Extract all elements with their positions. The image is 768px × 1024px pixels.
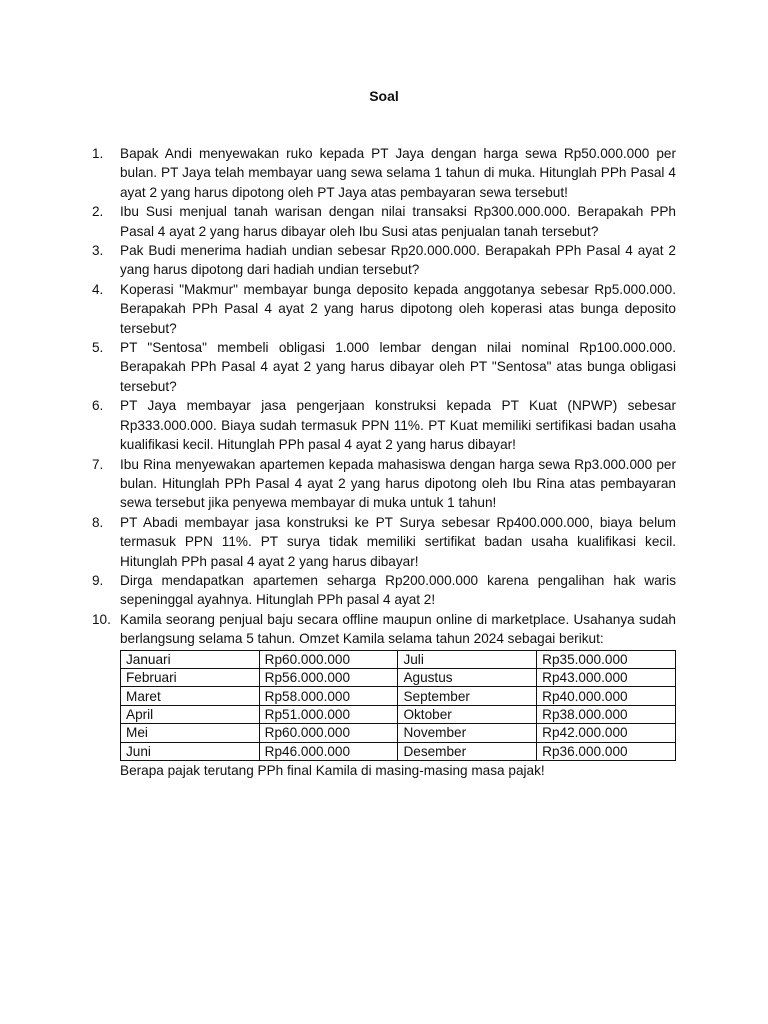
- question-number: 6.: [92, 398, 104, 414]
- month-cell: Mei: [121, 724, 260, 742]
- question-item: [92, 396, 676, 454]
- question-number: 9.: [92, 572, 104, 588]
- amount-cell: Rp35.000.000: [537, 650, 676, 668]
- question-item: [92, 571, 676, 610]
- question-text: PT "Sentosa" membeli obligasi 1.000 lembar dengan nilai nominal Rp100.000.000. Berapakah PPh Pasal 4 ayat 2 yang harus dibayar oleh PT "Sentosa" atas bunga obligasi tersebut?: [120, 340, 676, 394]
- question-number: 4.: [92, 281, 104, 297]
- question-item: [92, 455, 676, 513]
- question-item: [92, 338, 676, 396]
- table-row: [121, 724, 676, 742]
- amount-cell: Rp51.000.000: [259, 705, 398, 723]
- question-text: Ibu Rina menyewakan apartemen kepada mahasiswa dengan harga sewa Rp3.000.000 per bulan. Hitunglah PPh Pasal 4 ayat 2 yang harus dipotong oleh Ibu Rina atas pembayaran sewa tersebut jika penyewa membayar di muka untuk 1 tahun!: [120, 456, 676, 511]
- amount-cell: Rp36.000.000: [537, 742, 676, 760]
- amount-cell: Rp60.000.000: [259, 650, 398, 668]
- question-item: [92, 241, 676, 280]
- month-cell: Desember: [398, 742, 537, 760]
- month-cell: Juni: [121, 742, 260, 760]
- amount-cell: Rp56.000.000: [259, 668, 398, 686]
- question-number: 5.: [92, 340, 104, 356]
- question-text: Bapak Andi menyewakan ruko kepada PT Jaya dengan harga sewa Rp50.000.000 per bulan. PT Jaya telah membayar uang sewa selama 1 tahun di muka. Hitunglah PPh Pasal 4 ayat 2 yang harus dipotong oleh PT Jaya atas pembayaran sewa tersebut!: [120, 146, 676, 200]
- month-cell: September: [398, 687, 537, 705]
- question-item: [92, 144, 676, 202]
- document-title: Soal: [369, 88, 399, 104]
- question-text: PT Jaya membayar jasa pengerjaan konstruksi kepada PT Kuat (NPWP) sebesar Rp333.000.000. Biaya sudah termasuk PPN 11%. PT Kuat memiliki sertifikasi badan usaha kualifikasi kecil. Hitunglah PPh pasal 4 ayat 2 yang harus dibayar!: [120, 398, 676, 453]
- question-text: Pak Budi menerima hadiah undian sebesar Rp20.000.000. Berapakah PPh Pasal 4 ayat 2 yang harus dipotong dari hadiah undian tersebut?: [120, 243, 676, 278]
- month-cell: Februari: [121, 668, 260, 686]
- question-number: 7.: [92, 456, 104, 472]
- question-text: Koperasi "Makmur" membayar bunga deposito kepada anggotanya sebesar Rp5.000.000. Berapakah PPh Pasal 4 ayat 2 yang harus dipotong oleh koperasi atas bunga deposito tersebut?: [120, 281, 676, 336]
- table-row: [121, 650, 676, 668]
- table-row: [121, 668, 676, 686]
- month-cell: Maret: [121, 687, 260, 705]
- amount-cell: Rp46.000.000: [259, 742, 398, 760]
- table-row: [121, 705, 676, 723]
- question-number: 2.: [92, 204, 104, 220]
- question-text: Ibu Susi menjual tanah warisan dengan nilai transaksi Rp300.000.000. Berapakah PPh Pasal 4 ayat 2 yang harus dibayar oleh Ibu Susi atas penjualan tanah tersebut?: [120, 204, 676, 239]
- question-number: 10.: [92, 611, 111, 627]
- question-number: 1.: [92, 146, 104, 161]
- month-cell: Juli: [398, 650, 537, 668]
- month-cell: April: [121, 705, 260, 723]
- month-cell: November: [398, 724, 537, 742]
- amount-cell: Rp38.000.000: [537, 705, 676, 723]
- question-item: [92, 610, 676, 780]
- amount-cell: Rp40.000.000: [537, 687, 676, 705]
- question-item: [92, 513, 676, 571]
- closing-question-text: Berapa pajak terutang PPh final Kamila di masing-masing masa pajak!: [120, 762, 545, 778]
- amount-cell: Rp43.000.000: [537, 668, 676, 686]
- question-text: Kamila seorang penjual baju secara offline maupun online di marketplace. Usahanya sudah berlangsung selama 5 tahun. Omzet Kamila selama tahun 2024 sebagai berikut:: [120, 611, 676, 647]
- question-text: PT Abadi membayar jasa konstruksi ke PT Surya sebesar Rp400.000.000, biaya belum termasuk PPN 11%. PT surya tidak memiliki sertifikat badan usaha kualifikasi kecil. Hitunglah PPh pasal 4 ayat 2 yang harus dibayar!: [120, 514, 676, 569]
- question-text: Dirga mendapatkan apartemen seharga Rp200.000.000 karena pengalihan hak waris sepeninggal ayahnya. Hitunglah PPh pasal 4 ayat 2!: [120, 572, 676, 608]
- amount-cell: Rp58.000.000: [259, 687, 398, 705]
- question-list: [92, 144, 676, 780]
- amount-cell: Rp60.000.000: [259, 724, 398, 742]
- question-number: 8.: [92, 514, 104, 530]
- question-number: 3.: [92, 243, 104, 259]
- question-item: [92, 202, 676, 241]
- table-row: [121, 742, 676, 760]
- table-row: [121, 687, 676, 705]
- omzet-table: [120, 650, 676, 761]
- question-item: [92, 280, 676, 338]
- month-cell: Januari: [121, 650, 260, 668]
- month-cell: Oktober: [398, 705, 537, 723]
- amount-cell: Rp42.000.000: [537, 724, 676, 742]
- month-cell: Agustus: [398, 668, 537, 686]
